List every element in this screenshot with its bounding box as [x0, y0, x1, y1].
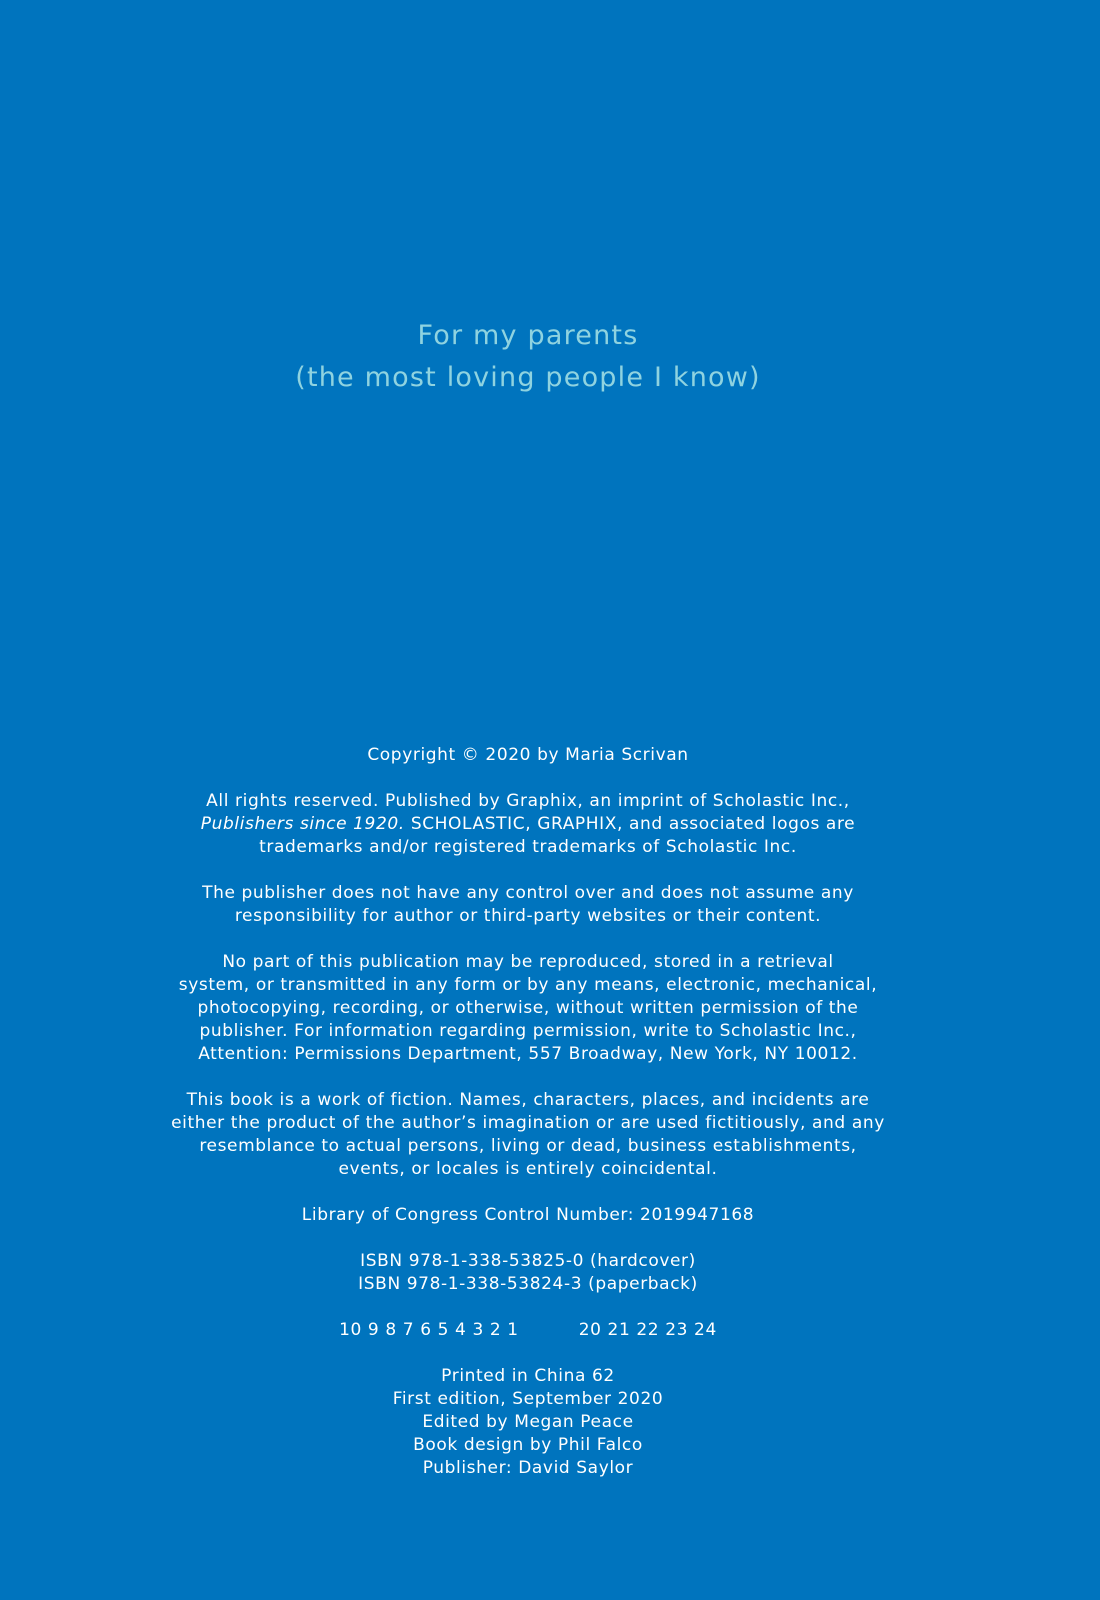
printing-numbers: 10 9 8 7 6 5 4 3 2 1: [339, 1320, 519, 1340]
isbn-paragraph: [0, 1250, 1056, 1296]
publisher-control-line-1: The publisher does not have any control over and does not assume any: [202, 883, 854, 903]
isbn-paperback: ISBN 978-1-338-53824-3 (paperback): [358, 1274, 698, 1294]
no-part-paragraph: [0, 951, 1056, 1066]
publisher-control-line-2: responsibility for author or third-party websites or their content.: [234, 906, 822, 926]
copyright-block: [0, 744, 1056, 1503]
lccn-paragraph: [0, 1204, 1056, 1227]
dedication-line-2: (the most loving people I know): [295, 362, 761, 393]
lccn-text: Library of Congress Control Number: 2019947168: [301, 1205, 755, 1225]
printing-line-paragraph: [0, 1319, 1056, 1342]
publisher-control-paragraph: [0, 882, 1056, 928]
dedication-line-1: For my parents: [417, 320, 639, 351]
dedication: [0, 315, 1056, 399]
fiction-line-2: either the product of the author’s imagination or are used fictitiously, and any: [171, 1113, 885, 1133]
printing-years: 20 21 22 23 24: [578, 1320, 717, 1340]
no-part-line-4: publisher. For information regarding permission, write to Scholastic Inc.,: [199, 1021, 857, 1041]
credits-editor: Edited by Megan Peace: [422, 1412, 634, 1432]
credits-printed: Printed in China 62: [441, 1366, 615, 1386]
copyright-notice-text: Copyright © 2020 by Maria Scrivan: [367, 745, 689, 765]
fiction-line-3: resemblance to actual persons, living or dead, business establishments,: [199, 1136, 857, 1156]
fiction-line-1: This book is a work of fiction. Names, characters, places, and incidents are: [186, 1090, 870, 1110]
credits-design: Book design by Phil Falco: [413, 1435, 643, 1455]
no-part-line-3: photocopying, recording, or otherwise, without written permission of the: [197, 998, 859, 1018]
copyright-notice: [0, 744, 1056, 767]
fiction-paragraph: [0, 1089, 1056, 1181]
rights-paragraph: [0, 790, 1056, 859]
credits-edition: First edition, September 2020: [392, 1389, 664, 1409]
isbn-hardcover: ISBN 978-1-338-53825-0 (hardcover): [360, 1251, 696, 1271]
credits-publisher: Publisher: David Saylor: [422, 1458, 634, 1478]
printing-line: [0, 1319, 1056, 1342]
rights-line-2: [0, 813, 1056, 836]
rights-line-3: trademarks and/or registered trademarks of Scholastic Inc.: [259, 837, 797, 857]
rights-line-1: All rights reserved. Published by Graphix, an imprint of Scholastic Inc.,: [206, 791, 850, 811]
rights-line-2-rest: SCHOLASTIC, GRAPHIX, and associated logos are: [404, 814, 856, 834]
no-part-line-1: No part of this publication may be reproduced, stored in a retrieval: [222, 952, 834, 972]
no-part-line-2: system, or transmitted in any form or by any means, electronic, mechanical,: [178, 975, 878, 995]
rights-line-2-italic: Publishers since 1920.: [200, 814, 405, 834]
credits-paragraph: [0, 1365, 1056, 1480]
no-part-line-5: Attention: Permissions Department, 557 Broadway, New York, NY 10012.: [198, 1044, 858, 1064]
fiction-line-4: events, or locales is entirely coincidental.: [338, 1159, 718, 1179]
